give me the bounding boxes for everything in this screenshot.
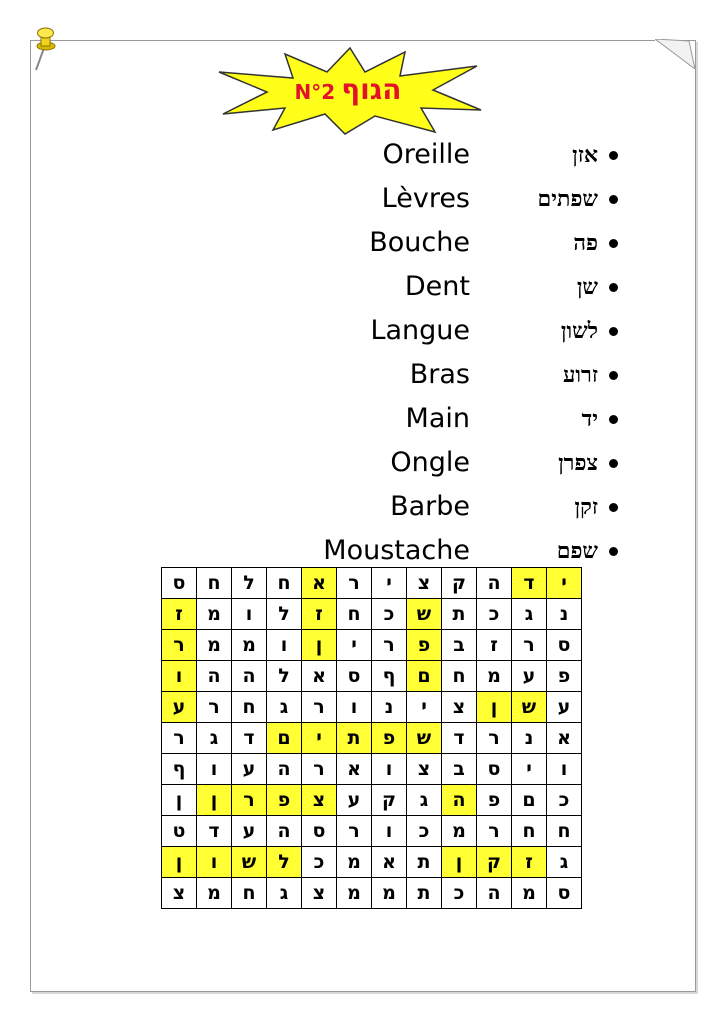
grid-cell[interactable]: ת [337, 723, 372, 754]
hebrew-word: פה [573, 230, 598, 256]
grid-cell[interactable]: ס [162, 568, 197, 599]
french-word: Ongle [390, 447, 470, 478]
grid-cell[interactable]: א [372, 847, 407, 878]
grid-cell[interactable]: ת [442, 599, 477, 630]
grid-cell[interactable]: צ [162, 878, 197, 909]
bullet-icon [609, 547, 618, 556]
grid-cell[interactable]: ר [477, 816, 512, 847]
french-word: Barbe [390, 491, 470, 522]
grid-cell[interactable]: ס [547, 630, 582, 661]
grid-cell[interactable]: מ [232, 630, 267, 661]
grid-cell[interactable]: ן [197, 785, 232, 816]
hebrew-word: יד [581, 406, 598, 432]
grid-cell[interactable]: ף [162, 754, 197, 785]
vocab-item [300, 487, 620, 531]
grid-cell[interactable]: ר [512, 630, 547, 661]
grid-cell[interactable]: פ [407, 630, 442, 661]
grid-cell[interactable]: ש [407, 723, 442, 754]
grid-cell[interactable]: פ [477, 785, 512, 816]
grid-cell[interactable]: א [547, 723, 582, 754]
grid-cell[interactable]: ח [512, 816, 547, 847]
grid-cell[interactable]: י [407, 692, 442, 723]
grid-cell[interactable]: ם [407, 661, 442, 692]
grid-cell[interactable]: ד [232, 723, 267, 754]
vocab-item [300, 223, 620, 267]
grid-cell[interactable]: צ [302, 785, 337, 816]
french-word: Dent [404, 271, 470, 302]
french-word: Langue [370, 315, 470, 346]
hebrew-word: צפרן [558, 450, 598, 476]
worksheet-title [268, 70, 428, 110]
vocab-item [300, 179, 620, 223]
grid-cell[interactable]: כ [442, 878, 477, 909]
french-word: Lèvres [381, 183, 470, 214]
vocab-item [300, 135, 620, 179]
vocab-item [300, 311, 620, 355]
grid-cell[interactable]: י [372, 568, 407, 599]
grid-cell[interactable]: א [302, 661, 337, 692]
vocab-item [300, 443, 620, 487]
grid-cell[interactable]: ה [267, 816, 302, 847]
grid-cell[interactable]: ג [267, 692, 302, 723]
grid-cell[interactable]: מ [372, 878, 407, 909]
title-hebrew: הגוף [341, 73, 402, 106]
hebrew-word: שן [576, 274, 598, 300]
title-number: N°2 [294, 80, 336, 104]
grid-cell[interactable]: צ [302, 878, 337, 909]
grid-cell[interactable]: ע [337, 785, 372, 816]
grid-cell[interactable]: ו [547, 754, 582, 785]
grid-row [162, 568, 582, 599]
grid-cell[interactable]: ח [442, 661, 477, 692]
grid-cell[interactable]: י [337, 630, 372, 661]
grid-cell[interactable]: מ [197, 630, 232, 661]
grid-cell[interactable]: ז [477, 630, 512, 661]
grid-cell[interactable]: ג [197, 723, 232, 754]
grid-cell[interactable]: ל [267, 599, 302, 630]
grid-cell[interactable]: ו [197, 847, 232, 878]
hebrew-word: לשון [560, 318, 598, 344]
french-word: Moustache [323, 535, 470, 566]
grid-cell[interactable]: ס [477, 754, 512, 785]
vocab-item [300, 399, 620, 443]
french-word: Bras [409, 359, 470, 390]
grid-cell[interactable]: ז [302, 599, 337, 630]
bullet-icon [609, 503, 618, 512]
grid-cell[interactable]: ר [477, 723, 512, 754]
grid-cell[interactable]: ן [302, 630, 337, 661]
grid-cell[interactable]: ר [337, 568, 372, 599]
grid-row [162, 723, 582, 754]
hebrew-word: אזן [572, 142, 598, 168]
grid-cell[interactable]: מ [442, 816, 477, 847]
bullet-icon [609, 151, 618, 160]
grid-cell[interactable]: ל [232, 568, 267, 599]
bullet-icon [609, 283, 618, 292]
grid-cell[interactable]: ו [162, 661, 197, 692]
grid-cell[interactable]: ק [372, 785, 407, 816]
grid-cell[interactable]: ח [267, 568, 302, 599]
grid-cell[interactable]: צ [407, 754, 442, 785]
grid-cell[interactable]: מ [197, 878, 232, 909]
grid-cell[interactable]: ט [162, 816, 197, 847]
grid-cell[interactable]: ו [197, 754, 232, 785]
grid-cell[interactable]: כ [407, 816, 442, 847]
grid-cell[interactable]: ח [337, 599, 372, 630]
grid-cell[interactable]: ו [267, 630, 302, 661]
grid-cell[interactable]: ה [267, 754, 302, 785]
grid-cell[interactable]: ס [337, 661, 372, 692]
grid-cell[interactable]: פ [267, 785, 302, 816]
grid-row [162, 630, 582, 661]
grid-cell[interactable]: ר [162, 723, 197, 754]
vocab-item [300, 267, 620, 311]
grid-cell[interactable]: נ [547, 599, 582, 630]
grid-cell[interactable]: ר [302, 754, 337, 785]
grid-cell[interactable]: ז [162, 599, 197, 630]
bullet-icon [609, 239, 618, 248]
grid-cell[interactable]: ק [442, 568, 477, 599]
grid-cell[interactable]: ג [267, 878, 302, 909]
french-word: Bouche [369, 227, 470, 258]
grid-row [162, 692, 582, 723]
grid-cell[interactable]: מ [512, 878, 547, 909]
vocabulary-list [300, 135, 620, 575]
grid-cell[interactable]: ג [407, 785, 442, 816]
grid-cell[interactable]: ר [197, 692, 232, 723]
grid-row [162, 785, 582, 816]
grid-cell[interactable]: כ [547, 785, 582, 816]
grid-cell[interactable]: ח [232, 878, 267, 909]
grid-cell[interactable]: ע [232, 754, 267, 785]
grid-cell[interactable]: ק [477, 847, 512, 878]
grid-cell[interactable]: ן [162, 785, 197, 816]
grid-cell[interactable]: א [337, 754, 372, 785]
page-curl-corner [655, 39, 695, 69]
grid-cell[interactable]: ם [267, 723, 302, 754]
pushpin-icon [30, 26, 60, 72]
grid-cell[interactable]: מ [337, 878, 372, 909]
grid-cell[interactable]: ו [232, 599, 267, 630]
grid-cell[interactable]: ר [337, 816, 372, 847]
grid-cell[interactable]: ג [547, 847, 582, 878]
grid-cell[interactable]: ת [407, 847, 442, 878]
grid-cell[interactable]: ע [512, 661, 547, 692]
word-search-grid [161, 567, 582, 909]
grid-cell[interactable]: נ [372, 692, 407, 723]
grid-cell[interactable]: ר [162, 630, 197, 661]
grid-cell[interactable]: מ [197, 599, 232, 630]
grid-cell[interactable]: י [302, 723, 337, 754]
grid-cell[interactable]: ת [407, 878, 442, 909]
grid-cell[interactable]: ן [477, 692, 512, 723]
grid-cell[interactable]: צ [407, 568, 442, 599]
grid-cell[interactable]: ר [302, 692, 337, 723]
grid-cell[interactable]: צ [442, 692, 477, 723]
grid-cell[interactable]: ז [512, 847, 547, 878]
grid-row [162, 878, 582, 909]
hebrew-word: שפם [556, 538, 598, 564]
grid-cell[interactable]: ש [512, 692, 547, 723]
bullet-icon [609, 327, 618, 336]
hebrew-word: זקן [574, 494, 598, 520]
grid-cell[interactable]: מ [477, 661, 512, 692]
french-word: Oreille [382, 139, 470, 170]
grid-cell[interactable]: ח [197, 568, 232, 599]
grid-cell[interactable]: ר [372, 630, 407, 661]
grid-cell[interactable]: כ [477, 599, 512, 630]
grid-cell[interactable]: א [302, 568, 337, 599]
grid-cell[interactable]: ו [372, 754, 407, 785]
grid-cell[interactable]: ה [232, 661, 267, 692]
bullet-icon [609, 371, 618, 380]
vocab-item [300, 355, 620, 399]
hebrew-word: שפתים [537, 186, 598, 212]
grid-cell[interactable]: ה [477, 568, 512, 599]
grid-cell[interactable]: ש [407, 599, 442, 630]
grid-cell[interactable]: מ [337, 847, 372, 878]
bullet-icon [609, 415, 618, 424]
grid-cell[interactable]: י [547, 568, 582, 599]
bullet-icon [609, 459, 618, 468]
grid-cell[interactable]: ש [232, 847, 267, 878]
grid-cell[interactable]: ח [547, 816, 582, 847]
grid-row [162, 847, 582, 878]
grid-cell[interactable]: ם [512, 785, 547, 816]
grid-cell[interactable]: ס [302, 816, 337, 847]
grid-cell[interactable]: ה [477, 878, 512, 909]
grid-row [162, 754, 582, 785]
grid-cell[interactable]: ד [442, 723, 477, 754]
grid-cell[interactable]: י [512, 754, 547, 785]
grid-cell[interactable]: ג [512, 599, 547, 630]
grid-row [162, 816, 582, 847]
grid-cell[interactable]: כ [302, 847, 337, 878]
bullet-icon [609, 195, 618, 204]
grid-cell[interactable]: ד [197, 816, 232, 847]
grid-cell[interactable]: נ [512, 723, 547, 754]
grid-cell[interactable]: ל [267, 661, 302, 692]
grid-row [162, 661, 582, 692]
grid-cell[interactable]: ה [442, 785, 477, 816]
french-word: Main [405, 403, 470, 434]
grid-cell[interactable]: ע [547, 692, 582, 723]
grid-cell[interactable]: ו [372, 816, 407, 847]
grid-row [162, 599, 582, 630]
grid-cell[interactable]: ן [442, 847, 477, 878]
grid-cell[interactable]: פ [547, 661, 582, 692]
grid-cell[interactable]: ף [372, 661, 407, 692]
grid-cell[interactable]: ה [197, 661, 232, 692]
hebrew-word: זרוע [562, 362, 598, 388]
grid-cell[interactable]: פ [372, 723, 407, 754]
grid-cell[interactable]: ל [267, 847, 302, 878]
grid-cell[interactable]: ב [442, 630, 477, 661]
grid-cell[interactable]: ע [232, 816, 267, 847]
grid-cell[interactable]: ו [337, 692, 372, 723]
grid-cell[interactable]: ס [547, 878, 582, 909]
grid-cell[interactable]: ד [512, 568, 547, 599]
grid-cell[interactable]: ן [162, 847, 197, 878]
grid-cell[interactable]: ר [232, 785, 267, 816]
grid-cell[interactable]: ב [442, 754, 477, 785]
grid-cell[interactable]: ע [162, 692, 197, 723]
grid-cell[interactable]: כ [372, 599, 407, 630]
grid-cell[interactable]: ח [232, 692, 267, 723]
